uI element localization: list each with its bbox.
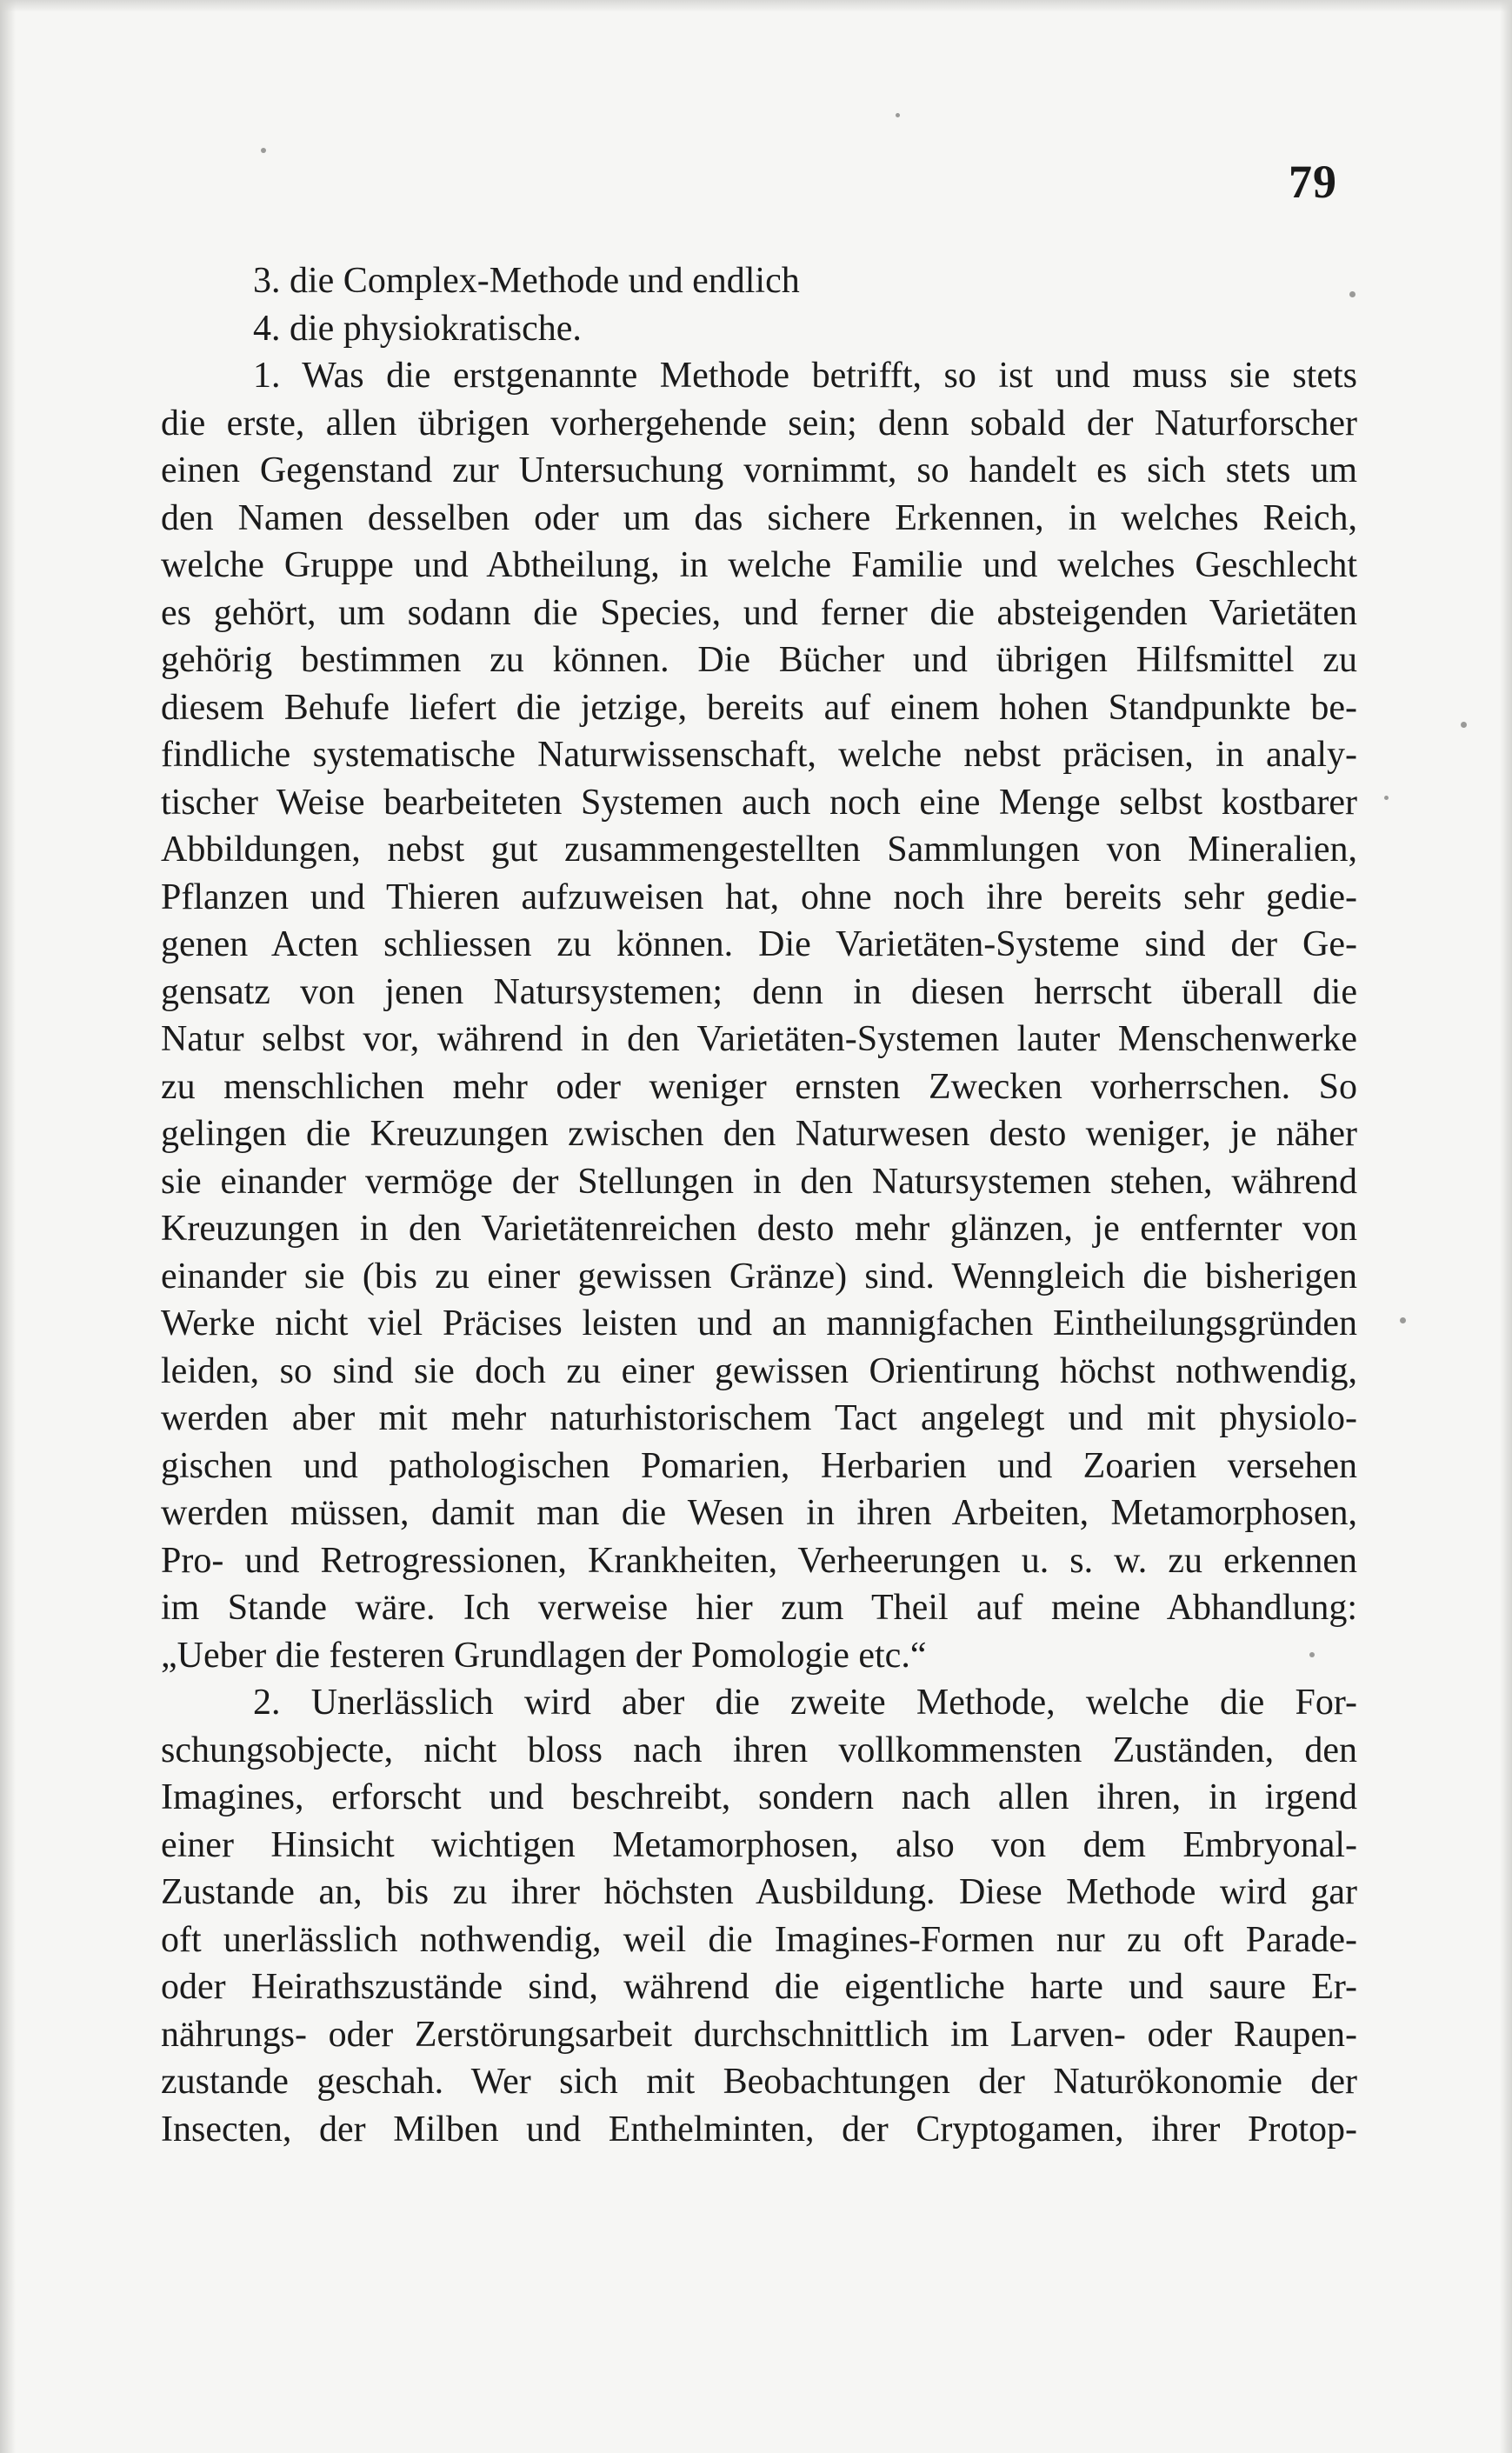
text-line: Kreuzungen in den Varietätenreichen desto mehr glänzen, je entfernter von xyxy=(161,1209,1357,1249)
text-line: werden aber mit mehr naturhistorischem Tact angelegt und mit physiolo- xyxy=(161,1398,1357,1438)
text-line: werden müssen, damit man die Wesen in ihren Arbeiten, Metamorphosen, xyxy=(161,1493,1357,1533)
text-line: 2. Unerlässlich wird aber die zweite Methode, welche die For- xyxy=(253,1683,1357,1723)
page-edge-top xyxy=(0,0,1512,12)
text-line: diesem Behufe liefert die jetzige, bereits auf einem hohen Standpunkte be- xyxy=(161,687,1357,728)
text-line: Imagines, erforscht und beschreibt, sondern nach allen ihren, in irgend xyxy=(161,1777,1357,1817)
text-line: es gehört, um sodann die Species, und ferner die absteigenden Varietäten xyxy=(161,592,1357,633)
text-line: findliche systematische Naturwissenschaft, welche nebst präcisen, in analy- xyxy=(161,735,1357,775)
text-line: Zustande an, bis zu ihrer höchsten Ausbildung. Diese Methode wird gar xyxy=(161,1872,1357,1912)
text-line: Werke nicht viel Präcises leisten und an mannigfachen Eintheilungsgründen xyxy=(161,1303,1357,1343)
text-line: Pflanzen und Thieren aufzuweisen hat, ohne noch ihre bereits sehr gedie- xyxy=(161,877,1357,917)
scan-speck xyxy=(1309,1652,1315,1657)
scan-speck xyxy=(896,113,900,117)
text-line: gehörig bestimmen zu können. Die Bücher und übrigen Hilfsmittel zu xyxy=(161,640,1357,680)
text-line: schungsobjecte, nicht bloss nach ihren vollkommensten Zuständen, den xyxy=(161,1730,1357,1770)
text-line: Abbildungen, nebst gut zusammengestellten Sammlungen von Mineralien, xyxy=(161,830,1357,870)
text-line: einer Hinsicht wichtigen Metamorphosen, also von dem Embryonal- xyxy=(161,1824,1357,1865)
text-line: oder Heirathszustände sind, während die eigentliche harte und saure Er- xyxy=(161,1967,1357,2007)
text-line: Insecten, der Milben und Enthelminten, der Cryptogamen, ihrer Protop- xyxy=(161,2109,1357,2150)
text-line: tischer Weise bearbeiteten Systemen auch noch eine Menge selbst kostbarer xyxy=(161,782,1357,823)
text-line: zu menschlichen mehr oder weniger ernsten Zwecken vorherrschen. So xyxy=(161,1066,1357,1107)
text-line: sie einander vermöge der Stellungen in den Natursystemen stehen, während xyxy=(161,1161,1357,1202)
scan-speck xyxy=(1384,796,1389,800)
page-edge-right xyxy=(1500,0,1512,2453)
body-text xyxy=(161,257,1357,2153)
text-line: 1. Was die erstgenannte Methode betrifft, so ist und muss sie stets xyxy=(253,356,1357,396)
text-line: die erste, allen übrigen vorhergehende sein; denn sobald der Naturforscher xyxy=(161,403,1357,443)
text-line: im Stande wäre. Ich verweise hier zum Theil auf meine Abhandlung: xyxy=(161,1588,1357,1628)
text-line: genen Acten schliessen zu können. Die Varietäten-Systeme sind der Ge- xyxy=(161,924,1357,964)
text-line: gelingen die Kreuzungen zwischen den Naturwesen desto weniger, je näher xyxy=(161,1114,1357,1154)
text-line: den Namen desselben oder um das sichere Erkennen, in welches Reich, xyxy=(161,497,1357,538)
scan-speck xyxy=(261,148,266,153)
text-line: oft unerlässlich nothwendig, weil die Imagines-Formen nur zu oft Parade- xyxy=(161,1919,1357,1960)
text-line: 4. die physiokratische. xyxy=(253,308,582,349)
scan-speck xyxy=(1349,291,1355,297)
text-line: gensatz von jenen Natursystemen; denn in diesen herrscht überall die xyxy=(161,971,1357,1012)
text-line: 3. die Complex-Methode und endlich xyxy=(253,261,800,301)
text-line: leiden, so sind sie doch zu einer gewissen Orientirung höchst nothwendig, xyxy=(161,1350,1357,1391)
text-line: nährungs- oder Zerstörungsarbeit durchschnittlich im Larven- oder Raupen- xyxy=(161,2014,1357,2055)
page-edge-left xyxy=(0,0,16,2453)
scan-speck xyxy=(1400,1317,1406,1323)
page-number: 79 xyxy=(1289,156,1337,208)
scan-speck xyxy=(1461,722,1467,728)
text-line: Natur selbst vor, während in den Varietäten-Systemen lauter Menschenwerke xyxy=(161,1019,1357,1059)
text-line: gischen und pathologischen Pomarien, Herbarien und Zoarien versehen xyxy=(161,1445,1357,1486)
text-line: „Ueber die festeren Grundlagen der Pomologie etc.“ xyxy=(161,1635,927,1676)
text-line: zustande geschah. Wer sich mit Beobachtungen der Naturökonomie der xyxy=(161,2062,1357,2102)
text-line: welche Gruppe und Abtheilung, in welche Familie und welches Geschlecht xyxy=(161,545,1357,585)
text-line: einen Gegenstand zur Untersuchung vornimmt, so handelt es sich stets um xyxy=(161,450,1357,490)
text-line: Pro- und Retrogressionen, Krankheiten, Verheerungen u. s. w. zu erkennen xyxy=(161,1540,1357,1581)
text-line: einander sie (bis zu einer gewissen Gränze) sind. Wenngleich die bisherigen xyxy=(161,1256,1357,1296)
